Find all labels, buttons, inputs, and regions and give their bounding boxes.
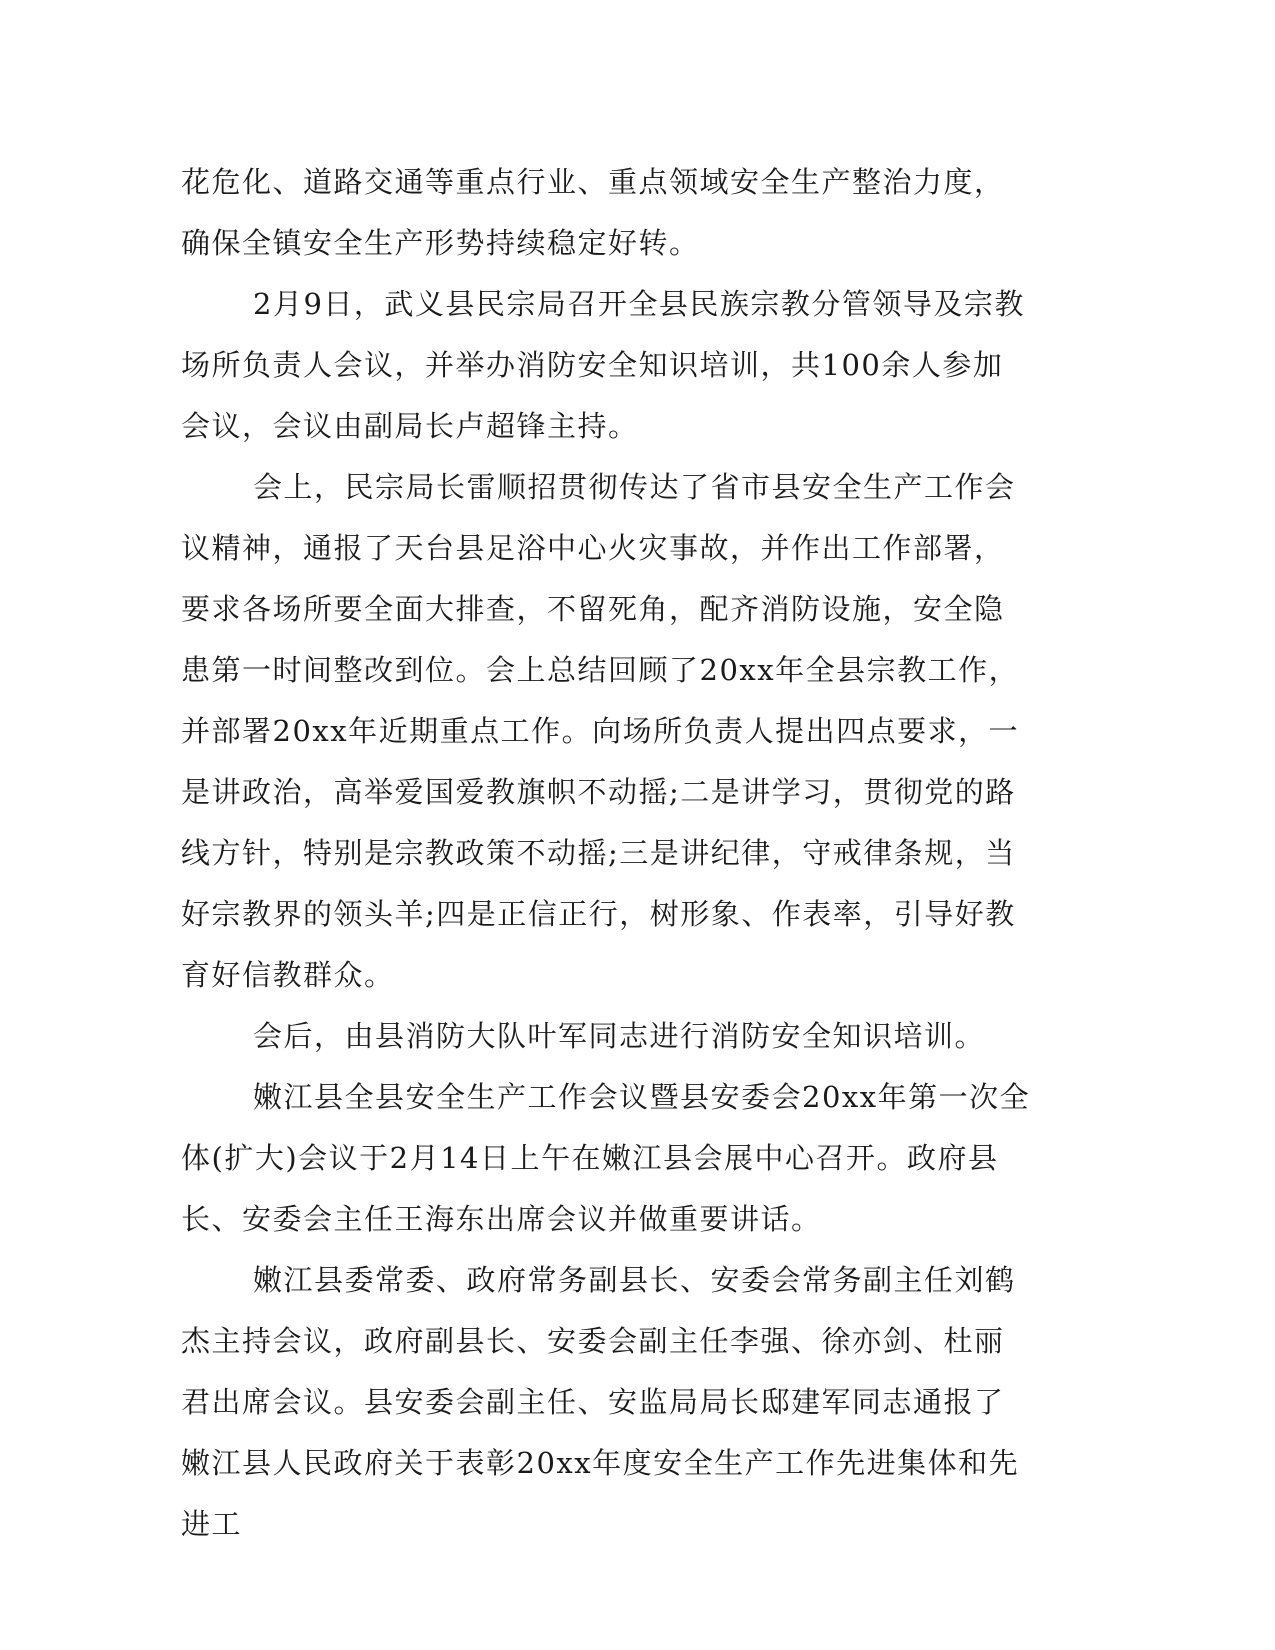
paragraph-5: 嫩江县全县安全生产工作会议暨县安委会20xx年第一次全体(扩大)会议于2月14日上午在嫩江县会展中心召开。政府县长、安委会主任王海东出席会议并做重要讲话。	[181, 1080, 1031, 1236]
paragraph-4: 会后，由县消防大队叶军同志进行消防安全知识培训。	[253, 1019, 986, 1053]
paragraph-2: 2月9日，武义县民宗局召开全县民族宗教分管领导及宗教场所负责人会议，并举办消防安全知识培训，共100余人参加会议，会议由副局长卢超锋主持。	[181, 287, 1025, 443]
paragraph-6: 嫩江县委常委、政府常务副县长、安委会常务副主任刘鹤杰主持会议，政府副县长、安委会副主任李强、徐亦剑、杜丽君出席会议。县安委会副主任、安监局局长邸建军同志通报了嫩江县人民政府关于表彰20xx年度安全生产工作先进集体和先进工	[181, 1263, 1020, 1541]
document-body	[181, 152, 1031, 1555]
paragraph-1: 花危化、道路交通等重点行业、重点领域安全生产整治力度，确保全镇安全生产形势持续稳定好转。	[181, 165, 1005, 260]
paragraph-3: 会上，民宗局长雷顺招贯彻传达了省市县安全生产工作会议精神，通报了天台县足浴中心火灾事故，并作出工作部署，要求各场所要全面大排查，不留死角，配齐消防设施，安全隐患第一时间整改到位。会上总结回顾了20xx年全县宗教工作，并部署20xx年近期重点工作。向场所负责人提出四点要求，一是讲政治，高举爱国爱教旗帜不动摇;二是讲学习，贯彻党的路线方针，特别是宗教政策不动摇;三是讲纪律，守戒律条规，当好宗教界的领头羊;四是正信正行，树形象、作表率，引导好教育好信教群众。	[181, 470, 1020, 992]
